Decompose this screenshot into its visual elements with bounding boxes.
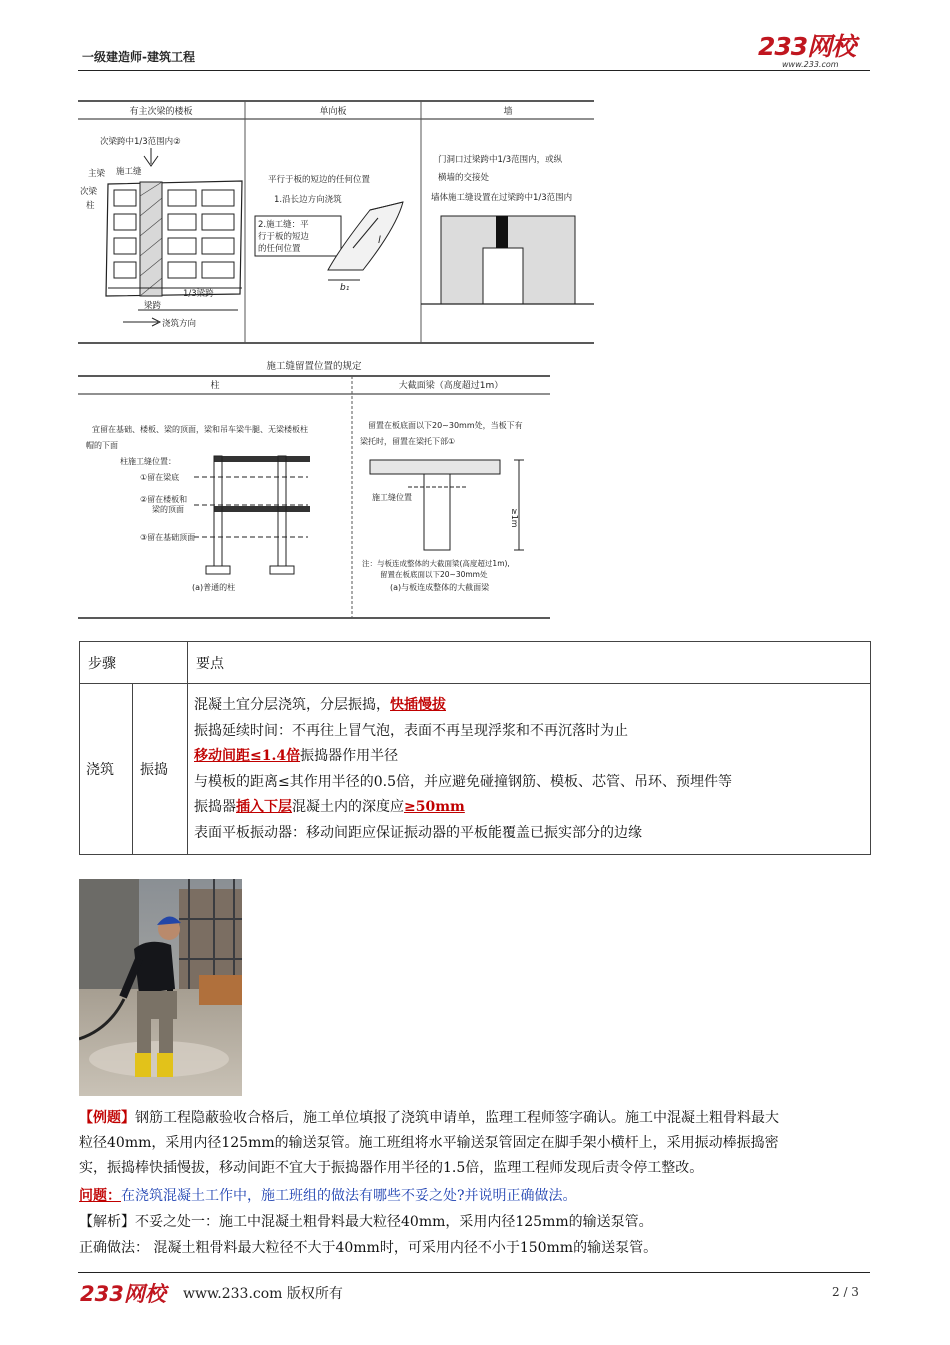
question-text: 在浇筑混凝土工作中，施工班组的做法有哪些不妥之处?并说明正确做法。 xyxy=(121,1188,577,1204)
keypoint-2: 振捣延续时间：不再往上冒气泡，表面不再呈现浮浆和不再沉落时为止 xyxy=(194,722,628,739)
keypoint-1 xyxy=(188,693,870,719)
question-tag: 问题： xyxy=(79,1188,121,1204)
beam-note-2: 梁托时，留置在梁托下部① xyxy=(360,437,456,446)
page-number: 2 / 3 xyxy=(832,1285,859,1299)
slab-note: 次梁跨中1/3范围内② xyxy=(100,137,181,147)
vibration-steps-table xyxy=(79,641,871,855)
col-slab-header: 有主次梁的楼板 xyxy=(129,107,193,117)
keypoint-3-text: 振捣器作用半径 xyxy=(300,748,399,764)
column-point-1: ①留在梁底 xyxy=(140,473,180,482)
keypoints-cell xyxy=(188,684,871,855)
analysis-tag: 【解析】 xyxy=(79,1214,135,1230)
pour-direction-label: 浇筑方向 xyxy=(162,319,197,329)
column-note-2: 帽的下面 xyxy=(86,441,118,450)
example-tag: 【例题】 xyxy=(79,1110,135,1126)
table-header-row xyxy=(80,642,871,684)
table-row xyxy=(80,684,871,855)
figure-joint-slab-wall xyxy=(78,98,598,346)
keypoint-4: 与模板的距离≤其作用半径的0.5倍，并应避免碰撞钢筋、模板、芯管、吊环、预埋件等 xyxy=(194,773,732,790)
column-label: 柱 xyxy=(86,201,95,211)
beam-note-1: 留置在板底面以下20~30mm处，当板下有 xyxy=(368,421,523,430)
main-beam-label: 主梁 xyxy=(88,169,106,179)
oneway-step1: 1.沿长边方向浇筑 xyxy=(274,195,342,205)
third-span-label: 1/3梁跨 xyxy=(183,289,214,299)
oneway-box-line2: 行于板的短边 xyxy=(258,232,310,242)
beam-footnote-1: 注：与板连成整体的大截面梁(高度超过1m), xyxy=(362,559,510,568)
question-paragraph xyxy=(79,1184,871,1209)
length-label: l xyxy=(378,235,381,246)
correct-practice-paragraph xyxy=(79,1236,871,1261)
footer-rule xyxy=(78,1272,870,1273)
logo-url: www.233.com xyxy=(782,60,839,69)
footer-logo[interactable]: 233网校 xyxy=(80,1282,166,1306)
example-text-1: 钢筋工程隐蔽验收合格后，施工单位填报了浇筑申请单，监理工程师签字确认。施工中混凝土粗骨料最大 xyxy=(135,1110,779,1126)
joint-label: 施工缝 xyxy=(116,167,142,177)
width-label: b₁ xyxy=(340,283,350,293)
correct-practice-text: 混凝土粗骨料最大粒径不大于40mm时，可采用内径不小于150mm的输送泵管。 xyxy=(149,1240,658,1256)
keypoint-5 xyxy=(188,795,870,821)
keypoint-5-text-a: 振捣器 xyxy=(194,799,236,815)
beam-joint-label: 施工缝位置 xyxy=(372,493,412,502)
analysis-text: 不妥之处一：施工中混凝土粗骨料最大粒径40mm，采用内径125mm的输送泵管。 xyxy=(135,1214,653,1230)
col-beam-header: 大截面梁（高度超过1m） xyxy=(398,381,504,391)
brand-logo[interactable] xyxy=(758,34,878,74)
keypoint-3-highlight: 移动间距≤1.4倍 xyxy=(194,748,301,764)
oneway-box-line1: 2.施工缝：平 xyxy=(258,220,309,230)
column-drawing xyxy=(86,424,310,592)
keypoint-1-highlight: 快插慢拔 xyxy=(390,697,446,713)
keypoint-5-highlight-b: ≥50mm xyxy=(404,799,465,815)
analysis-paragraph xyxy=(79,1210,871,1235)
header-keypoints: 要点 xyxy=(188,642,871,684)
column-point-3: ③留在基础顶面 xyxy=(140,533,196,542)
beam-footnote-2: 留置在板底面以下20~30mm处 xyxy=(380,570,488,579)
secondary-beam-label: 次梁 xyxy=(80,187,98,197)
keypoint-5-highlight-a: 插入下层 xyxy=(236,799,292,815)
example-paragraph xyxy=(79,1106,871,1181)
column-point-2a: ②留在楼板和 xyxy=(140,495,188,504)
span-label: 梁跨 xyxy=(144,301,162,311)
substage-cell: 振捣 xyxy=(133,684,188,855)
wall-note-1: 门洞口过梁跨中1/3范围内，或纵 xyxy=(438,155,563,165)
worker-vibrating-concrete-photo xyxy=(79,879,242,1096)
beam-height-dim: ≥1m xyxy=(510,508,519,528)
figure-joint-column-beam xyxy=(78,356,554,621)
keypoint-5-text-b: 混凝土内的深度应 xyxy=(292,799,404,815)
oneway-slab-drawing xyxy=(255,174,403,293)
column-joint-label: 柱施工缝位置： xyxy=(120,457,176,466)
keypoint-3 xyxy=(188,744,870,770)
column-point-2b: 梁的顶面 xyxy=(152,505,184,514)
oneway-note: 平行于板的短边的任何位置 xyxy=(268,175,371,185)
column-caption: (a)普通的柱 xyxy=(192,583,236,592)
keypoint-1-text: 混凝土宜分层浇筑，分层振捣， xyxy=(194,697,390,713)
slab-plan-drawing xyxy=(80,136,242,329)
col-oneway-header: 单向板 xyxy=(319,107,347,117)
wall-drawing xyxy=(421,154,594,304)
example-text-2: 粒径40mm，采用内径125mm的输送泵管。施工班组将水平输送泵管固定在脚手架小横杆上，采用振动棒振捣密 xyxy=(79,1135,779,1151)
footer-copyright[interactable]: www.233.com 版权所有 xyxy=(183,1286,343,1302)
col-column-header: 柱 xyxy=(210,381,220,391)
col-wall-header: 墙 xyxy=(503,107,513,117)
keypoint-6: 表面平板振动器：移动间距应保证振动器的平板能覆盖已振实部分的边缘 xyxy=(194,824,642,841)
beam-caption: (a)与板连成整体的大截面梁 xyxy=(390,583,490,592)
deep-beam-drawing xyxy=(360,420,524,592)
header-step: 步骤 xyxy=(80,642,188,684)
figure2-title: 施工缝留置位置的规定 xyxy=(266,361,362,372)
logo-text: 233网校 xyxy=(758,32,856,61)
wall-note-2: 横墙的交接处 xyxy=(438,173,490,183)
header-rule xyxy=(78,70,870,71)
stage-cell: 浇筑 xyxy=(80,684,133,855)
correct-practice-tag: 正确做法： xyxy=(79,1240,149,1256)
wall-note-3: 墙体施工缝设置在过梁跨中1/3范围内 xyxy=(431,193,573,203)
oneway-box-line3: 的任何位置 xyxy=(258,244,301,254)
document-title: 一级建造师-建筑工程 xyxy=(82,50,195,64)
example-text-3: 实，振捣棒快插慢拔，移动间距不宜大于振捣器作用半径的1.5倍，监理工程师发现后责令停工整改。 xyxy=(79,1160,704,1176)
column-note-1: 宜留在基础、楼板、梁的顶面，梁和吊车梁牛腿、无梁楼板柱 xyxy=(92,425,308,434)
